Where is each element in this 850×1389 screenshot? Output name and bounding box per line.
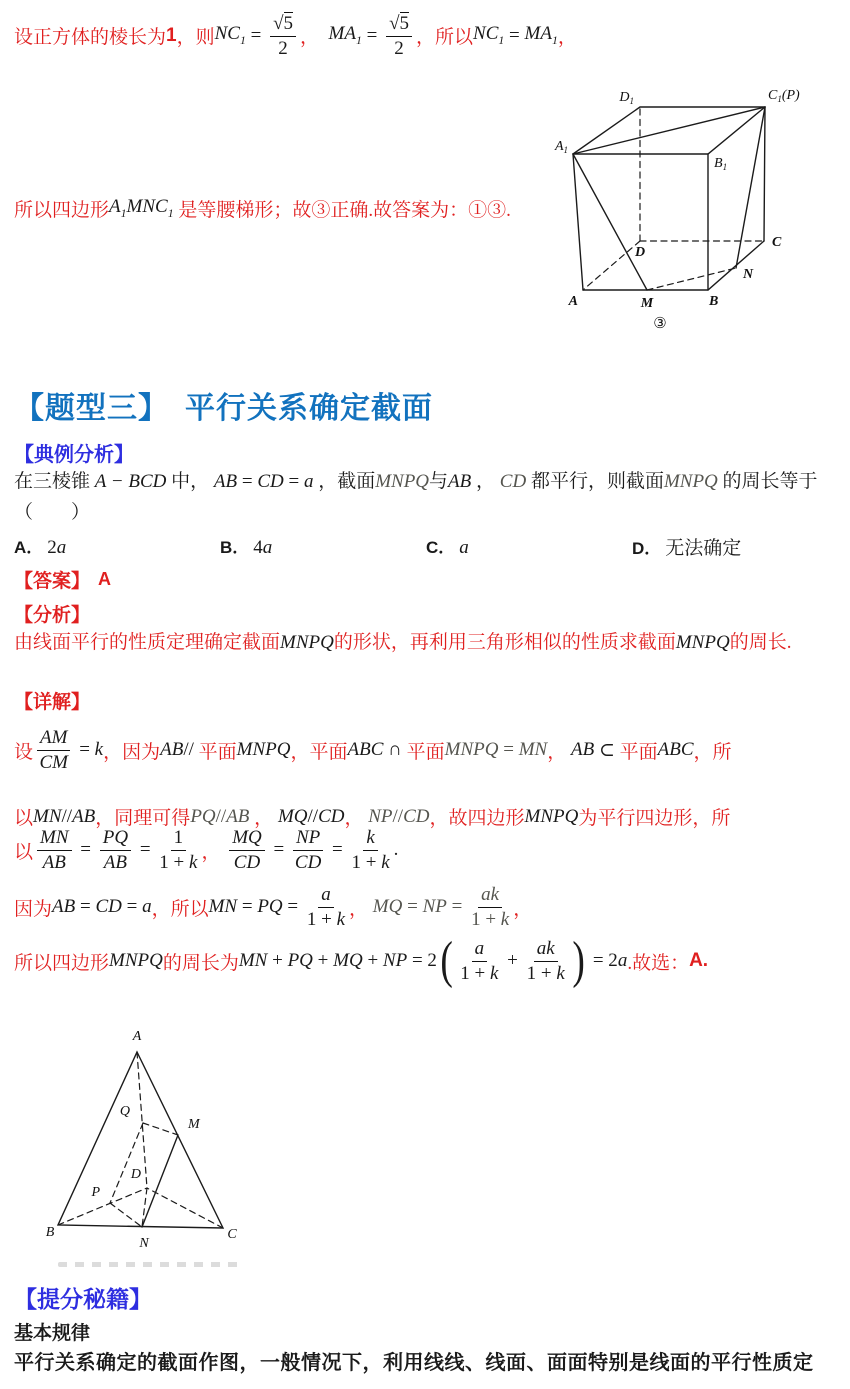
plain-text: =: [75, 896, 96, 918]
math-text: AB: [103, 851, 127, 873]
math-text: k: [556, 962, 565, 984]
analysis-text: [14, 628, 844, 658]
plain-text: 设正方体的棱长为: [14, 27, 167, 49]
math-text: $NC_1$: [473, 23, 505, 48]
plain-text: ⊂: [594, 739, 620, 761]
plain-text: 平面: [406, 741, 445, 763]
plain-text: ，: [547, 741, 571, 763]
plain-text: =: [121, 896, 143, 918]
fraction: [293, 827, 323, 874]
vertex-label: N: [139, 1236, 149, 1251]
math-text: MNPQ: [236, 739, 291, 761]
math-text: MN: [33, 805, 62, 827]
plain-text: //: [61, 805, 73, 827]
plain-text: ，: [557, 27, 577, 49]
intro-line: [14, 12, 577, 60]
plain-text: = 2: [588, 950, 618, 972]
fraction: [386, 12, 412, 60]
plain-text: +: [267, 950, 288, 972]
fraction: [100, 827, 131, 874]
math-text: a: [262, 537, 273, 558]
plain-text: 以: [14, 808, 34, 829]
plain-text: 都平行，则截面: [526, 471, 664, 492]
plain-text: 的周长.: [729, 632, 792, 653]
plain-text: 2: [394, 37, 404, 59]
math-text: $MA_1$: [328, 23, 362, 48]
plain-text: //: [215, 805, 227, 827]
math-text: k: [336, 908, 346, 930]
figure-caption: ③: [653, 316, 667, 332]
math-text: NP: [382, 950, 408, 972]
plain-text: 4: [253, 537, 263, 558]
plain-text: 由线面平行的性质定理确定截面: [14, 632, 281, 653]
plain-text: 平面: [198, 741, 237, 763]
example-analysis-heading: 【典例分析】: [14, 444, 134, 466]
math-text: MN: [518, 739, 548, 761]
plain-text: ，截面: [313, 471, 376, 492]
plain-text: 平面: [309, 741, 348, 763]
options-row: [14, 533, 838, 560]
math-text: k: [500, 908, 510, 930]
math-text: k: [381, 851, 390, 873]
plain-text: ，: [344, 808, 369, 829]
plain-text: =: [135, 839, 156, 861]
math-text: NP: [368, 805, 393, 827]
math-text: ak: [481, 884, 500, 905]
plain-text: .: [393, 839, 399, 861]
vertex-label: $A_1$: [554, 139, 568, 155]
math-text: AB: [52, 896, 76, 918]
plain-text: 1 +: [471, 908, 501, 930]
plain-text: =: [327, 839, 348, 861]
plain-text: 设: [14, 741, 34, 763]
math-text: a: [617, 950, 628, 972]
math-text: MQ: [232, 827, 262, 848]
cube-figure: [548, 84, 810, 336]
cropped-text-artifact: [58, 1262, 243, 1267]
plain-text: 因为: [14, 898, 53, 920]
math-text: k: [94, 739, 104, 761]
math-text: AB: [160, 739, 184, 761]
vertex-label: B: [709, 294, 719, 309]
plain-text: =: [75, 839, 96, 861]
math-text: MNPQ: [109, 950, 163, 972]
plain-text: 平面: [619, 741, 658, 763]
math-text: CM: [39, 751, 68, 773]
fraction: [527, 938, 565, 985]
math-text: CD: [294, 851, 322, 873]
math-text: a: [321, 884, 331, 905]
math-text: $MNC_1$: [126, 196, 174, 220]
plain-text: =: [504, 24, 525, 46]
plain-text: ，所: [693, 741, 732, 763]
plain-text: 与: [429, 471, 449, 492]
math-text: ABC: [347, 739, 384, 761]
answer-value: A: [98, 569, 112, 589]
plain-text: =: [268, 839, 289, 861]
plain-text: =: [402, 896, 423, 918]
math-text: a: [459, 537, 469, 558]
math-text: MQ: [277, 805, 308, 827]
option-letter: B．: [220, 538, 250, 557]
option-value: [253, 537, 272, 559]
math-text: CD: [499, 471, 527, 492]
plain-text: //: [307, 805, 319, 827]
plain-text: A.: [689, 950, 709, 972]
tetrahedron-figure: [40, 1020, 270, 1265]
plain-text: ，则: [176, 27, 215, 49]
math-text: MNPQ: [375, 471, 430, 492]
plain-text: 1 +: [526, 962, 557, 984]
option-A: [14, 533, 220, 560]
math-text: NP: [422, 896, 447, 918]
plain-text: +: [502, 950, 523, 972]
plain-text: ，故四边形: [429, 808, 525, 829]
plain-text: +: [362, 950, 383, 972]
math-text: MNPQ: [280, 632, 334, 653]
trapezoid-conclusion-line: [14, 195, 511, 222]
plain-text: +: [312, 950, 334, 972]
plain-text: ，所以: [416, 27, 474, 49]
math-text: k: [489, 962, 499, 984]
fraction: [229, 827, 265, 874]
solution-line-4: [14, 884, 532, 931]
plain-text: 2: [47, 537, 57, 558]
vertex-label: N: [743, 267, 754, 282]
option-value: [665, 533, 741, 560]
vertex-label: A: [568, 294, 578, 309]
answer-label: 【答案】: [14, 571, 91, 592]
plain-text: ，: [349, 898, 373, 920]
plain-text: 为平行四边形，所: [578, 808, 731, 829]
option-D: [632, 533, 838, 560]
fraction: [37, 827, 72, 874]
plain-text: =: [282, 896, 303, 918]
plain-text: 所以四边形: [14, 952, 110, 974]
plain-text: ∩: [383, 739, 407, 761]
math-text: NP: [295, 827, 321, 848]
math-text: CD: [257, 471, 284, 492]
math-text: CD: [403, 805, 430, 827]
math-text: AB: [42, 851, 66, 873]
plain-text: ，同理可得: [95, 808, 191, 829]
vertex-label: D: [130, 1167, 141, 1182]
option-letter: A．: [14, 538, 44, 557]
rule-text: 平行关系确定的截面作图，一般情况下，利用线线、线面、面面特别是线面的平行性质定: [14, 1352, 814, 1374]
plain-text: 1 +: [159, 851, 189, 873]
math-text: MNPQ: [444, 739, 499, 761]
math-text: a: [474, 938, 485, 959]
math-text: k: [366, 827, 375, 848]
math-text: AB: [226, 805, 250, 827]
solution-line-1: [14, 727, 732, 774]
answer-line: [14, 566, 111, 593]
analysis-heading: 【分析】: [14, 605, 91, 626]
plain-text: //: [392, 805, 404, 827]
tetrahedron-edges: [58, 1052, 223, 1228]
fraction: [471, 884, 509, 931]
option-letter: C．: [426, 538, 456, 557]
plain-text: =: [498, 739, 519, 761]
math-text: MN: [238, 950, 268, 972]
vertex-label: $C_1(P)$: [768, 88, 800, 104]
vertex-label: $B_1$: [714, 156, 728, 172]
plain-text: ，: [249, 808, 278, 829]
plain-text: 是等腰梯形；故③正确.故答案为：①③.: [173, 200, 511, 221]
plain-text: ，: [290, 741, 310, 763]
plain-text: =: [237, 471, 258, 492]
section-heading: 【题型三】 平行关系确定截面: [14, 392, 433, 425]
math-text: AB: [72, 805, 96, 827]
plain-text: 1 +: [351, 851, 382, 873]
option-letter: D．: [632, 539, 662, 558]
plain-text: 的形状，再利用三角形相似的性质求截面: [333, 632, 676, 653]
solution-line-5: [14, 932, 709, 990]
fraction: [307, 884, 345, 931]
fraction: [159, 827, 197, 874]
plain-text: ，: [513, 898, 533, 920]
vertex-label: M: [640, 296, 654, 311]
solution-line-2: [14, 803, 730, 830]
plain-text: ，: [300, 27, 329, 49]
solution-line-3: [14, 827, 398, 874]
math-text: PQ: [257, 896, 283, 918]
math-text: $NC_1$: [214, 23, 246, 48]
plain-text: ，: [201, 841, 226, 863]
vertex-label: Q: [119, 1104, 130, 1119]
plain-text: 1 +: [460, 962, 490, 984]
math-text: PQ: [102, 827, 129, 848]
math-text: A − BCD: [90, 471, 172, 492]
math-text: ak: [536, 938, 555, 959]
plain-text: 1 +: [306, 908, 337, 930]
plain-text: =: [446, 896, 468, 918]
math-text: MN: [40, 827, 69, 848]
math-text: a: [303, 471, 314, 492]
math-text: AB: [570, 739, 595, 761]
plain-text: 在三棱锥: [14, 471, 91, 492]
secret-heading: 【提分秘籍】: [14, 1287, 152, 1312]
plain-text: =: [361, 24, 383, 46]
big-paren: ): [572, 932, 585, 990]
fraction: [270, 12, 296, 60]
math-text: PQ: [190, 805, 216, 827]
plain-text: 的周长为: [162, 952, 239, 974]
problem-statement: [14, 466, 838, 528]
math-text: CD: [233, 851, 261, 873]
math-text: MN: [208, 896, 238, 918]
math-text: MNPQ: [675, 632, 730, 653]
plain-text: 中，: [171, 471, 214, 492]
detail-heading: 【详解】: [14, 692, 91, 713]
basic-rule-heading: 基本规律: [14, 1323, 91, 1344]
plain-text: ，因为: [103, 741, 161, 763]
plain-text: 1: [173, 827, 184, 848]
fraction: [460, 938, 498, 985]
math-text: a: [56, 537, 67, 558]
math-text: $MA_1$: [524, 23, 558, 48]
math-text: CD: [318, 805, 345, 827]
plain-text: .故选：: [627, 952, 690, 974]
plain-text: 所以四边形: [14, 200, 110, 221]
vertex-label: M: [188, 1117, 200, 1132]
math-text: AB: [213, 471, 238, 492]
sqrt: √ 5: [389, 13, 410, 34]
vertex-label: A: [132, 1029, 142, 1044]
math-text: CD: [95, 896, 122, 918]
math-text: MQ: [372, 896, 403, 918]
plain-text: 以: [14, 841, 34, 863]
cube-edges: [573, 107, 765, 290]
sqrt: √ 5: [273, 13, 294, 34]
math-text: ABC: [657, 739, 694, 761]
math-text: MNPQ: [663, 471, 718, 492]
option-B: [220, 533, 426, 560]
plain-text: 1: [166, 24, 177, 46]
plain-text: = 2: [407, 950, 437, 972]
vertex-label: C: [772, 235, 782, 250]
plain-text: =: [245, 24, 267, 46]
plain-text: ，: [471, 471, 500, 492]
plain-text: //: [183, 739, 199, 761]
option-C: [426, 533, 632, 560]
math-text: MQ: [333, 950, 363, 972]
plain-text: 的周长等于（ ）: [14, 471, 818, 523]
math-text: MNPQ: [524, 805, 579, 827]
vertex-label: B: [45, 1225, 55, 1240]
option-value: [459, 537, 469, 559]
plain-text: 2: [278, 37, 288, 59]
math-text: AB: [448, 471, 472, 492]
plain-text: =: [74, 739, 95, 761]
vertex-label: D: [635, 245, 646, 260]
fraction: [351, 827, 389, 874]
vertex-label: $D_1$: [619, 90, 634, 106]
plain-text: ，所以: [151, 898, 209, 920]
plain-text: =: [237, 896, 258, 918]
math-text: k: [189, 851, 198, 873]
big-paren: (: [440, 932, 453, 990]
option-value: [47, 537, 66, 559]
math-text: a: [142, 896, 152, 918]
vertex-label: C: [227, 1227, 237, 1242]
vertex-label: P: [91, 1185, 100, 1200]
math-text: $A_1$: [109, 196, 127, 220]
fraction: [37, 727, 70, 774]
math-text: PQ: [287, 950, 313, 972]
math-text: AM: [40, 727, 68, 748]
plain-text: 无法确定: [665, 538, 742, 559]
plain-text: =: [283, 471, 304, 492]
